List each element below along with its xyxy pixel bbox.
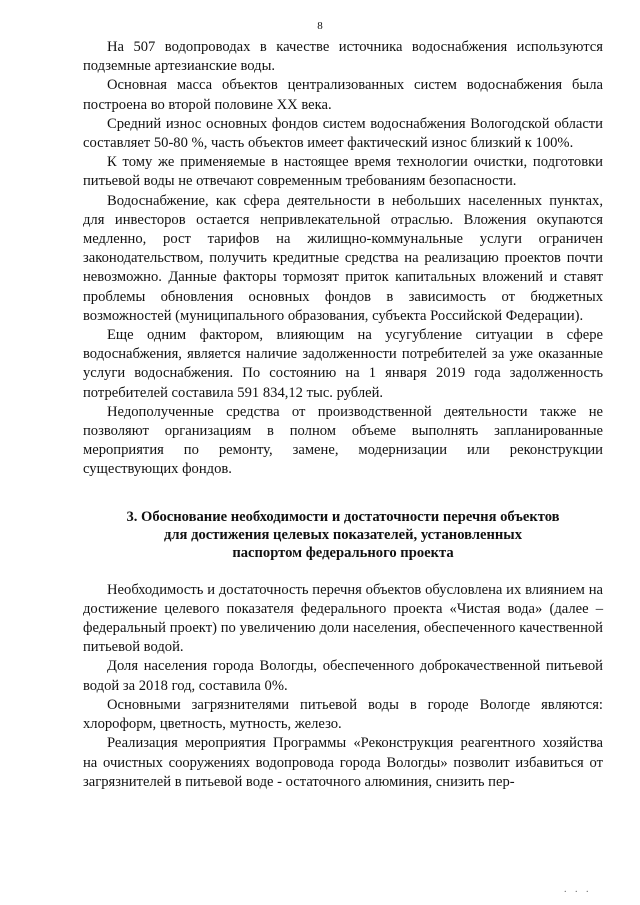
paragraph: Недополученные средства от производственной деятельности также не позволяют организациям в полном объеме выполнять запланированные мероприятия по ремонту, замене, модернизации или реконструкции существующих фондов. [83,403,603,478]
paragraph: Основная масса объектов централизованных систем водоснабжения была построена во второй половине XX века. [83,77,603,113]
paragraph: Доля населения города Вологды, обеспеченного доброкачественной питьевой водой за 2018 год, составила 0%. [83,658,603,694]
paragraph: Основными загрязнителями питьевой воды в городе Вологде являются: хлороформ, цветность, мутность, железо. [83,696,603,733]
footer-marks: . . . [564,884,592,895]
section-heading-line: паспортом федерального проекта [232,544,454,561]
section-heading-line: 3. Обоснование необходимости и достаточности перечня объектов [126,508,560,525]
section-spacer [83,480,603,508]
document-body [83,38,603,792]
page-number: 8 [317,20,323,32]
paragraph: Водоснабжение, как сфера деятельности в небольших населенных пунктах, для инвесторов остается непривлекательной отраслью. Вложения окупаются медленно, рост тарифов на жилищно-коммунальные услуги ограничен законодательством, получить кредитные средства на реализацию проектов почти невозможно. Данные факторы тормозят приток капитальных вложений и ставят проблемы обновления основных фондов в зависимость от бюджетных возможностей (муниципального образования, субъекта Российской Федерации). [83,192,603,324]
section-heading-line: для достижения целевых показателей, установленных [163,526,522,543]
paragraph: К тому же применяемые в настоящее время технологии очистки, подготовки питьевой воды не отвечают современным требованиям безопасности. [83,154,603,190]
section-heading [83,508,603,562]
paragraph: Необходимость и достаточность перечня объектов обусловлена их влиянием на достижение целевого показателя федерального проекта «Чистая вода» (далее – федеральный проект) по увеличению доли населения, обеспеченного качественной питьевой водой. [83,581,603,656]
paragraph: Реализация мероприятия Программы «Реконструкция реагентного хозяйства на очистных сооружениях водопровода города Вологды» позволит избавиться от загрязнителей в питьевой воде - остаточного алюминия, снизить пер- [83,735,603,790]
paragraph: На 507 водопроводах в качестве источника водоснабжения используются подземные артезианские воды. [83,39,603,75]
paragraph: Еще одним фактором, влияющим на усугубление ситуации в сфере водоснабжения, является наличие задолженности потребителей за уже оказанные услуги водоснабжения. По состоянию на 1 января 2019 года задолженность потребителей составила 591 834,12 тыс. рублей. [83,327,603,401]
paragraph: Средний износ основных фондов систем водоснабжения Вологодской области составляет 50-80 %, часть объектов имеет фактический износ близкий к 100%. [83,115,603,152]
